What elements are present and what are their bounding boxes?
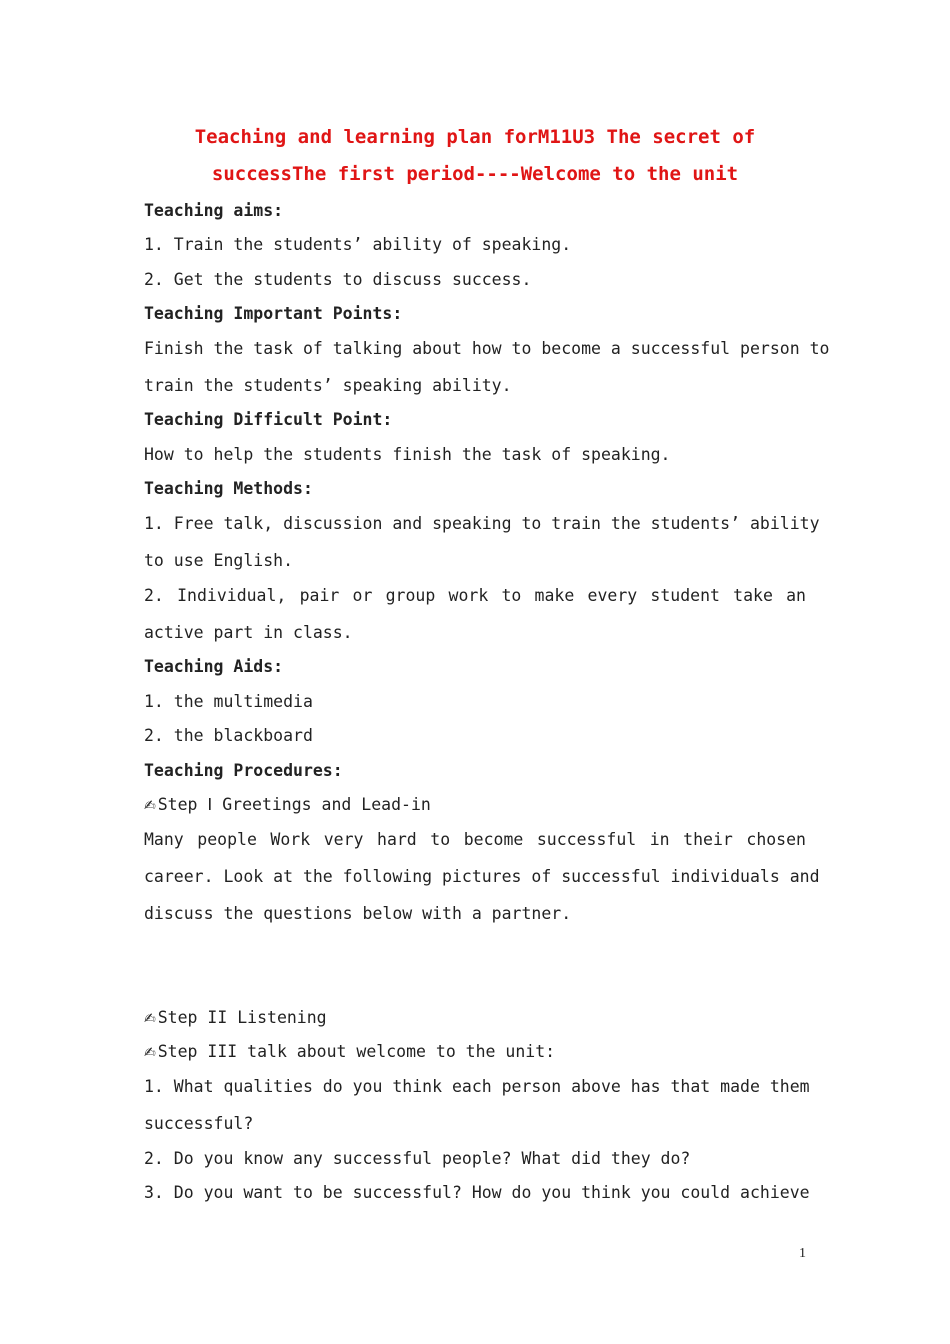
important-points-line-2: train the students’ speaking ability. [144, 376, 512, 395]
step-1-line-1: Many people Work very hard to become successful in their chosen [144, 830, 806, 849]
aids-item-2: 2. the blackboard [144, 726, 313, 745]
step-2-row [144, 1008, 806, 1029]
aids-heading: Teaching Aids: [144, 657, 284, 676]
step-3-line-2: successful? [144, 1114, 254, 1133]
methods-line-1: 1. Free talk, discussion and speaking to train the students’ ability [144, 514, 820, 533]
step-1-line-3: discuss the questions below with a partner. [144, 904, 572, 923]
step-3-line-3: 2. Do you know any successful people? What did they do? [144, 1149, 691, 1168]
important-points-line-1: Finish the task of talking about how to become a successful person to [144, 339, 830, 358]
methods-line-3: 2. Individual, pair or group work to make every student take an [144, 586, 806, 605]
methods-line-2: to use English. [144, 551, 294, 570]
step-3-row [144, 1042, 806, 1063]
page-number: 1 [799, 1246, 806, 1261]
document-title-line-2: successThe first period----Welcome to the unit [211, 163, 739, 185]
aids-item-1: 1. the multimedia [144, 692, 313, 711]
step-3-line-1: 1. What qualities do you think each person above has that made them [144, 1077, 810, 1096]
step-2-label: Step II Listening [157, 1008, 327, 1027]
writing-hand-icon: ✍ [144, 798, 156, 814]
writing-hand-icon: ✍ [144, 1011, 156, 1027]
methods-heading: Teaching Methods: [144, 479, 313, 498]
aims-item-1: 1. Train the students’ ability of speaking. [144, 235, 572, 254]
aims-item-2: 2. Get the students to discuss success. [144, 270, 532, 289]
difficult-point-heading: Teaching Difficult Point: [144, 410, 393, 429]
procedures-heading: Teaching Procedures: [144, 761, 343, 780]
document-title-line-1: Teaching and learning plan forM11U3 The secret of [194, 126, 756, 148]
step-3-label: Step III talk about welcome to the unit: [157, 1042, 556, 1061]
step-1-label: Step Ⅰ Greetings and Lead-in [157, 795, 431, 814]
step-3-line-4: 3. Do you want to be successful? How do you think you could achieve [144, 1183, 810, 1202]
difficult-point-line-1: How to help the students finish the task of speaking. [144, 445, 671, 464]
step-1-line-2: career. Look at the following pictures of successful individuals and [144, 867, 820, 886]
writing-hand-icon: ✍ [144, 1045, 156, 1061]
step-1-row [144, 795, 806, 816]
teaching-aims-heading: Teaching aims: [144, 201, 284, 220]
methods-line-4: active part in class. [144, 623, 353, 642]
important-points-heading: Teaching Important Points: [144, 304, 403, 323]
